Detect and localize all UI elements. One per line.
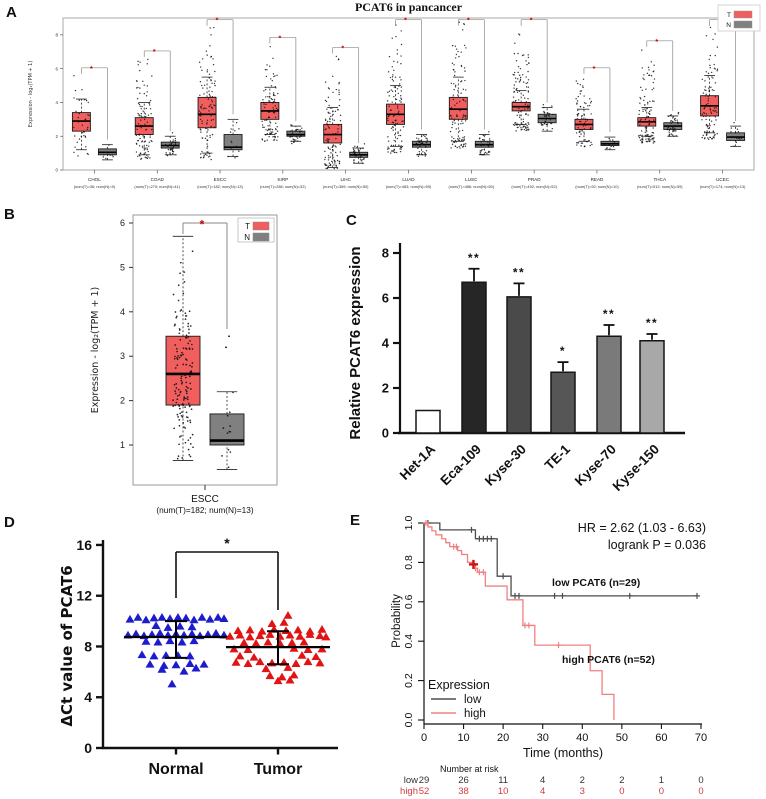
svg-text:38: 38 bbox=[458, 786, 469, 797]
svg-text:Probability: Probability bbox=[391, 594, 403, 648]
panel-label-a: A bbox=[6, 4, 17, 21]
svg-text:(num(T)=182; num(N)=13): (num(T)=182; num(N)=13) bbox=[156, 505, 254, 515]
svg-text:THCA: THCA bbox=[653, 177, 667, 182]
svg-text:(num(T)=182; num(N)=13): (num(T)=182; num(N)=13) bbox=[197, 184, 243, 189]
svg-text:2: 2 bbox=[579, 775, 585, 786]
svg-text:Expression - log₂(TPM + 1): Expression - log₂(TPM + 1) bbox=[28, 60, 34, 128]
svg-text:0: 0 bbox=[698, 775, 704, 786]
svg-text:Normal: Normal bbox=[148, 761, 204, 778]
svg-text:0.8: 0.8 bbox=[403, 555, 415, 570]
svg-text:(num(T)=492; num(N)=52): (num(T)=492; num(N)=52) bbox=[511, 184, 557, 189]
svg-text:1: 1 bbox=[658, 775, 665, 786]
svg-text:5: 5 bbox=[119, 262, 125, 273]
svg-text:0: 0 bbox=[658, 786, 665, 797]
svg-text:*: * bbox=[152, 48, 156, 56]
panel-c-cellline-barchart bbox=[340, 198, 766, 520]
svg-text:LUSC: LUSC bbox=[465, 177, 478, 182]
svg-text:*: * bbox=[466, 17, 470, 25]
svg-text:60: 60 bbox=[655, 732, 668, 744]
svg-text:LUAD: LUAD bbox=[402, 177, 415, 182]
svg-text:Number at risk: Number at risk bbox=[440, 764, 499, 774]
svg-text:0.4: 0.4 bbox=[403, 633, 415, 649]
svg-text:0.2: 0.2 bbox=[403, 673, 415, 688]
svg-text:12: 12 bbox=[76, 587, 92, 604]
svg-text:low: low bbox=[403, 775, 418, 786]
svg-text:0: 0 bbox=[55, 167, 58, 173]
svg-text:PRAD: PRAD bbox=[527, 177, 541, 182]
svg-text:8: 8 bbox=[55, 32, 58, 38]
svg-text:logrank P = 0.036: logrank P = 0.036 bbox=[607, 538, 706, 552]
svg-text:Tumor: Tumor bbox=[253, 761, 303, 778]
svg-text:Expression: Expression bbox=[428, 678, 490, 692]
svg-text:**: ** bbox=[467, 250, 481, 265]
svg-text:26: 26 bbox=[458, 775, 469, 786]
svg-text:4: 4 bbox=[84, 689, 92, 706]
panel-d-dct-scatter bbox=[0, 510, 340, 799]
svg-text:ESCC: ESCC bbox=[191, 494, 219, 505]
svg-text:4: 4 bbox=[381, 335, 389, 351]
svg-text:2: 2 bbox=[619, 775, 625, 786]
svg-text:40: 40 bbox=[576, 732, 589, 744]
svg-text:52: 52 bbox=[418, 786, 430, 797]
svg-text:8: 8 bbox=[84, 638, 92, 655]
svg-text:0: 0 bbox=[381, 425, 389, 441]
svg-text:HR = 2.62 (1.03 - 6.63): HR = 2.62 (1.03 - 6.63) bbox=[577, 521, 706, 535]
svg-text:N: N bbox=[244, 233, 250, 242]
svg-text:(num(T)=174; num(N)=13): (num(T)=174; num(N)=13) bbox=[699, 184, 746, 189]
panel-label-c: C bbox=[346, 212, 357, 229]
panel-e-km-survival bbox=[340, 505, 766, 799]
svg-text:Time (months): Time (months) bbox=[522, 746, 604, 760]
svg-text:*: * bbox=[90, 65, 93, 73]
panel-label-b: B bbox=[4, 206, 15, 223]
panel-b-escc-boxplot bbox=[0, 198, 340, 520]
svg-text:8: 8 bbox=[381, 245, 389, 261]
svg-text:low PCAT6 (n=29): low PCAT6 (n=29) bbox=[552, 577, 641, 589]
svg-text:*: * bbox=[655, 38, 659, 46]
svg-text:**: ** bbox=[645, 316, 659, 330]
svg-text:*: * bbox=[404, 17, 407, 25]
svg-text:1: 1 bbox=[119, 440, 125, 450]
figure-title: PCAT6 in pancancer bbox=[354, 0, 463, 14]
svg-text:30: 30 bbox=[536, 732, 549, 744]
svg-text:0.6: 0.6 bbox=[403, 594, 415, 610]
svg-text:6: 6 bbox=[55, 66, 58, 72]
svg-text:(num(T)=92; num(N)=10): (num(T)=92; num(N)=10) bbox=[575, 184, 619, 189]
svg-text:ESCC: ESCC bbox=[213, 177, 227, 182]
svg-text:4: 4 bbox=[540, 786, 546, 797]
svg-text:*: * bbox=[224, 535, 230, 551]
svg-text:LIHC: LIHC bbox=[340, 177, 351, 182]
svg-text:29: 29 bbox=[418, 775, 430, 786]
svg-text:1.0: 1.0 bbox=[403, 515, 415, 531]
svg-text:(num(T)=36; num(N)=9): (num(T)=36; num(N)=9) bbox=[73, 184, 116, 189]
svg-text:COAD: COAD bbox=[150, 177, 164, 182]
svg-text:*: * bbox=[559, 344, 567, 359]
svg-text:**: ** bbox=[512, 265, 526, 280]
svg-text:4: 4 bbox=[119, 306, 125, 317]
svg-text:(num(T)=483; num(N)=59): (num(T)=483; num(N)=59) bbox=[385, 184, 432, 189]
svg-text:0: 0 bbox=[420, 732, 428, 744]
svg-text:*: * bbox=[529, 17, 533, 25]
svg-text:0: 0 bbox=[619, 786, 625, 797]
svg-text:KIRP: KIRP bbox=[277, 177, 289, 182]
svg-text:70: 70 bbox=[694, 732, 708, 744]
svg-text:20: 20 bbox=[497, 732, 510, 744]
svg-text:high: high bbox=[400, 786, 418, 797]
svg-text:T: T bbox=[727, 12, 731, 19]
svg-text:10: 10 bbox=[457, 732, 470, 744]
svg-text:Expression - log₂(TPM + 1): Expression - log₂(TPM + 1) bbox=[90, 286, 101, 414]
svg-text:(num(T)=486; num(N)=50): (num(T)=486; num(N)=50) bbox=[448, 184, 495, 189]
svg-text:6: 6 bbox=[381, 290, 389, 306]
svg-text:2: 2 bbox=[55, 133, 58, 139]
svg-text:(num(T)=512; num(N)=59): (num(T)=512; num(N)=59) bbox=[636, 184, 683, 189]
panel-label-d: D bbox=[4, 514, 15, 531]
svg-text:50: 50 bbox=[615, 732, 628, 744]
svg-text:*: * bbox=[592, 65, 596, 73]
svg-text:(num(T)=286; num(N)=32): (num(T)=286; num(N)=32) bbox=[260, 184, 306, 189]
svg-text:6: 6 bbox=[119, 218, 125, 228]
svg-text:high: high bbox=[464, 708, 486, 720]
svg-text:READ: READ bbox=[590, 177, 604, 182]
svg-text:Kyse-30: Kyse-30 bbox=[481, 441, 530, 489]
svg-text:16: 16 bbox=[76, 536, 92, 553]
svg-text:3: 3 bbox=[579, 786, 585, 797]
svg-text:Eca-109: Eca-109 bbox=[437, 441, 485, 489]
panel-label-e: E bbox=[350, 512, 361, 529]
svg-text:Het-1A: Het-1A bbox=[396, 441, 439, 483]
svg-text:N: N bbox=[726, 22, 731, 29]
svg-text:Relative PCAT6 expression: Relative PCAT6 expression bbox=[347, 246, 364, 440]
svg-text:high PCAT6 (n=52): high PCAT6 (n=52) bbox=[562, 654, 655, 666]
svg-text:(num(T)=275; num(N)=41): (num(T)=275; num(N)=41) bbox=[134, 184, 181, 189]
svg-text:Kyse-150: Kyse-150 bbox=[609, 441, 663, 495]
svg-text:0: 0 bbox=[698, 786, 704, 797]
svg-text:0: 0 bbox=[84, 740, 92, 756]
svg-text:10: 10 bbox=[497, 786, 509, 797]
svg-text:UCEC: UCEC bbox=[716, 177, 730, 182]
svg-text:T: T bbox=[245, 222, 250, 231]
svg-text:low: low bbox=[464, 694, 482, 706]
svg-text:0.0: 0.0 bbox=[403, 712, 415, 728]
svg-text:2: 2 bbox=[119, 395, 125, 406]
svg-text:3: 3 bbox=[119, 351, 125, 362]
svg-text:2: 2 bbox=[381, 380, 389, 396]
svg-text:*: * bbox=[215, 17, 219, 25]
svg-text:CHOL: CHOL bbox=[88, 177, 101, 182]
svg-text:TE-1: TE-1 bbox=[541, 441, 574, 473]
svg-text:*: * bbox=[341, 45, 345, 53]
svg-text:**: ** bbox=[602, 307, 616, 321]
svg-text:*: * bbox=[199, 217, 205, 232]
svg-text:ΔCt value of PCAT6: ΔCt value of PCAT6 bbox=[58, 565, 76, 727]
svg-text:(num(T)=369; num(N)=50): (num(T)=369; num(N)=50) bbox=[322, 184, 369, 189]
svg-text:11: 11 bbox=[498, 775, 509, 786]
svg-text:Kyse-70: Kyse-70 bbox=[571, 441, 620, 489]
svg-text:*: * bbox=[278, 35, 282, 43]
svg-text:4: 4 bbox=[540, 775, 546, 786]
svg-text:4: 4 bbox=[55, 100, 58, 106]
panel-a-pancancer-boxplot bbox=[0, 0, 766, 200]
